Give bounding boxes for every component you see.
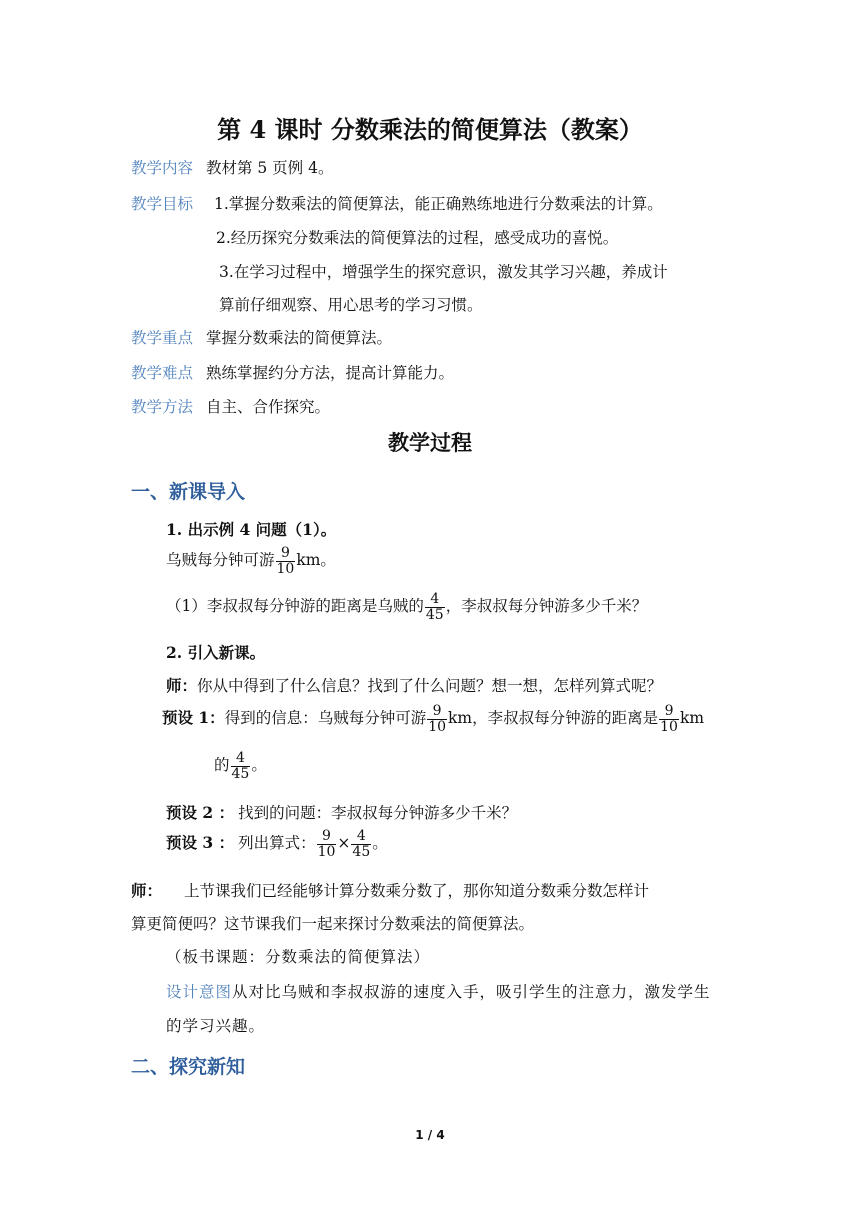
teacher2-label: 师： <box>131 881 163 900</box>
preset-3-post: 。 <box>372 834 388 853</box>
difficulty-label: 教学难点 <box>131 364 194 382</box>
item-1: 1. 出示例 4 问题（1）。 <box>166 520 337 539</box>
meta-difficulty-row <box>131 361 454 383</box>
fraction-denominator: 45 <box>231 765 250 782</box>
method-text: 自主、合作探究。 <box>205 398 330 416</box>
fraction-denominator: 45 <box>425 606 444 623</box>
fraction-4-45 <box>351 829 371 859</box>
goal-3b: 算前仔细观察、用心思考的学习习惯。 <box>219 296 483 314</box>
item-2: 2. 引入新课。 <box>166 643 266 662</box>
key-label: 教学重点 <box>131 329 194 347</box>
preset-1-line <box>162 704 704 734</box>
fraction-denominator: 10 <box>276 560 295 577</box>
teacher-label: 师： <box>166 676 198 695</box>
fraction-numerator: 9 <box>664 703 674 719</box>
document-title: 第 4 课时 分数乘法的简便算法（教案） <box>217 115 643 144</box>
preset-1-mid: km，李叔叔每分钟游的距离是 <box>448 709 659 728</box>
preset-1-line2-pre: 的 <box>214 756 230 775</box>
section-1-heading: 一、新课导入 <box>131 481 246 503</box>
fraction-denominator: 10 <box>317 843 336 860</box>
content-text: 教材第 5 页例 4。 <box>205 159 334 177</box>
fraction-9-10 <box>317 829 337 859</box>
fraction-4-45 <box>425 592 445 622</box>
design-intent-line-a <box>166 980 711 1002</box>
preset-3-label: 预设 3 ： <box>166 833 235 853</box>
fraction-numerator: 4 <box>430 591 440 607</box>
meta-key-row <box>131 326 392 348</box>
example-line-b <box>166 592 647 622</box>
process-title: 教学过程 <box>388 430 472 455</box>
line-b-pre: （1）李叔叔每分钟游的距离是乌贼的 <box>166 597 424 616</box>
fraction-numerator: 9 <box>280 545 290 561</box>
fraction-denominator: 10 <box>428 718 447 735</box>
preset-3-line <box>166 829 388 859</box>
fraction-4-45 <box>231 751 251 781</box>
fraction-9-10 <box>659 704 679 734</box>
fraction-9-10 <box>427 704 447 734</box>
line-b-post: ，李叔叔每分钟游多少千米？ <box>445 597 648 616</box>
fraction-9-10 <box>276 546 296 576</box>
page-number: 1 / 4 <box>415 1128 445 1142</box>
teacher-remark-b: 算更简便吗？这节课我们一起来探讨分数乘法的简便算法。 <box>131 915 535 933</box>
teacher-remark-a <box>131 879 649 901</box>
fraction-denominator: 10 <box>660 718 678 735</box>
content-label: 教学内容 <box>131 159 194 177</box>
teacher-question-text: 你从中得到了什么信息？找到了什么问题？想一想，怎样列算式呢？ <box>197 677 663 695</box>
teacher-question <box>166 674 662 696</box>
meta-content-row <box>131 156 333 178</box>
goal-2: 2.经历探究分数乘法的简便算法的过程，感受成功的喜悦。 <box>216 229 619 247</box>
fraction-numerator: 4 <box>356 828 366 844</box>
method-label: 教学方法 <box>131 398 194 416</box>
fraction-numerator: 4 <box>235 750 245 766</box>
meta-goals-row <box>131 192 663 214</box>
goal-1: 1.掌握分数乘法的简便算法，能正确熟练地进行分数乘法的计算。 <box>213 195 663 213</box>
fraction-numerator: 9 <box>322 828 331 844</box>
preset-1-line2-post: 。 <box>251 756 267 775</box>
preset-2-text: 找到的问题：李叔叔每分钟游多少千米？ <box>238 804 518 822</box>
key-text: 掌握分数乘法的简便算法。 <box>205 329 392 347</box>
fraction-numerator: 9 <box>432 703 442 719</box>
example-line-a <box>166 546 336 576</box>
design-intent-line-b: 的学习兴趣。 <box>166 1017 266 1035</box>
preset-1-label: 预设 1： <box>162 708 225 728</box>
goals-label: 教学目标 <box>131 195 194 213</box>
fraction-denominator: 45 <box>352 843 371 860</box>
line-a-pre: 乌贼每分钟可游 <box>166 551 275 570</box>
preset-1-post: km <box>679 709 705 728</box>
design-label: 设计意图 <box>166 983 233 1001</box>
preset-2-line <box>166 801 517 823</box>
preset-2-label: 预设 2 ： <box>166 803 235 822</box>
design-text-a: 从对比乌贼和李叔叔游的速度入手，吸引学生的注意力，激发学生 <box>232 983 711 1001</box>
goal-3a: 3.在学习过程中，增强学生的探究意识，激发其学习兴趣，养成计 <box>219 263 668 281</box>
meta-method-row <box>131 395 330 417</box>
preset-1-line-2 <box>214 751 267 781</box>
preset-1-pre: 得到的信息：乌贼每分钟可游 <box>224 709 427 728</box>
preset-3-pre: 列出算式： <box>238 834 316 853</box>
teacher2-text-a: 上节课我们已经能够计算分数乘分数了，那你知道分数乘分数怎样计 <box>184 882 650 900</box>
board-title: （板书课题：分数乘法的简便算法） <box>166 948 431 966</box>
times-sign: × <box>337 834 351 853</box>
difficulty-text: 熟练掌握约分方法，提高计算能力。 <box>205 364 454 382</box>
line-a-post: km。 <box>296 551 336 570</box>
section-2-heading: 二、探究新知 <box>131 1056 246 1078</box>
